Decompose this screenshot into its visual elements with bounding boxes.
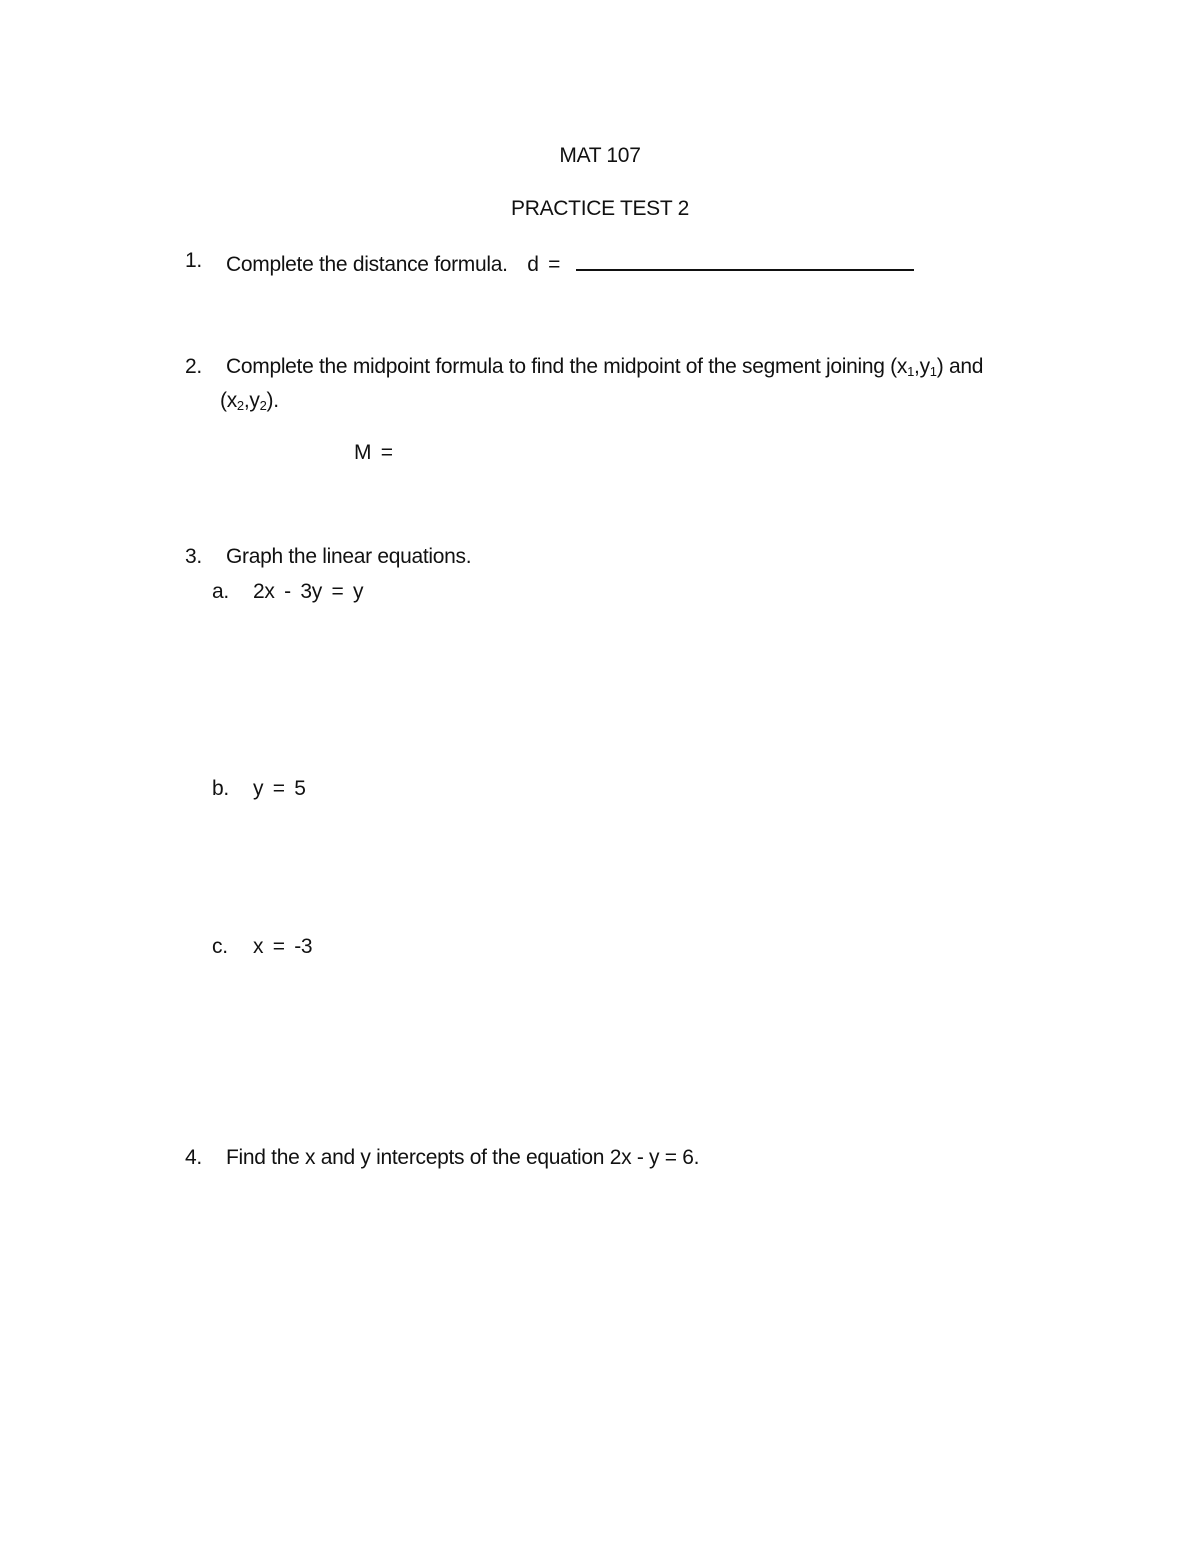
question-2-open: (x: [220, 389, 237, 412]
part-a-label: a.: [212, 580, 229, 603]
x2-subscript: 2: [236, 398, 244, 413]
question-1-number: 1.: [185, 249, 202, 272]
midpoint-label: M =: [354, 441, 393, 464]
part-c-equation: x = -3: [253, 935, 313, 958]
question-3-number: 3.: [185, 545, 202, 568]
distance-answer-blank[interactable]: [576, 249, 914, 271]
question-1-text: Complete the distance formula.: [226, 253, 508, 276]
part-b-equation: y = 5: [253, 777, 306, 800]
question-2-line-1-end: ) and: [936, 355, 984, 378]
question-3-text: Graph the linear equations.: [226, 545, 472, 568]
x1-subscript: 1: [907, 364, 915, 379]
part-a-equation: 2x - 3y = y: [253, 580, 364, 603]
question-4-text: Find the x and y intercepts of the equation 2x - y = 6.: [226, 1146, 700, 1169]
comma-y1: ,y: [914, 355, 930, 378]
comma-y2: ,y: [243, 389, 260, 412]
question-4-number: 4.: [185, 1146, 202, 1169]
y1-subscript: 1: [929, 364, 937, 379]
question-1: [226, 249, 914, 277]
y2-subscript: 2: [259, 398, 267, 413]
part-b-label: b.: [212, 777, 229, 800]
course-title: MAT 107: [559, 144, 641, 167]
distance-lhs: d =: [527, 253, 561, 276]
test-title: PRACTICE TEST 2: [511, 197, 689, 220]
question-2-line-2: [220, 389, 279, 413]
question-2-line-2-end: ).: [266, 389, 279, 412]
question-2-line-1: [226, 355, 983, 379]
question-2-text: Complete the midpoint formula to find the midpoint of the segment joining (x: [226, 355, 908, 378]
question-2-number: 2.: [185, 355, 202, 378]
part-c-label: c.: [212, 935, 228, 958]
